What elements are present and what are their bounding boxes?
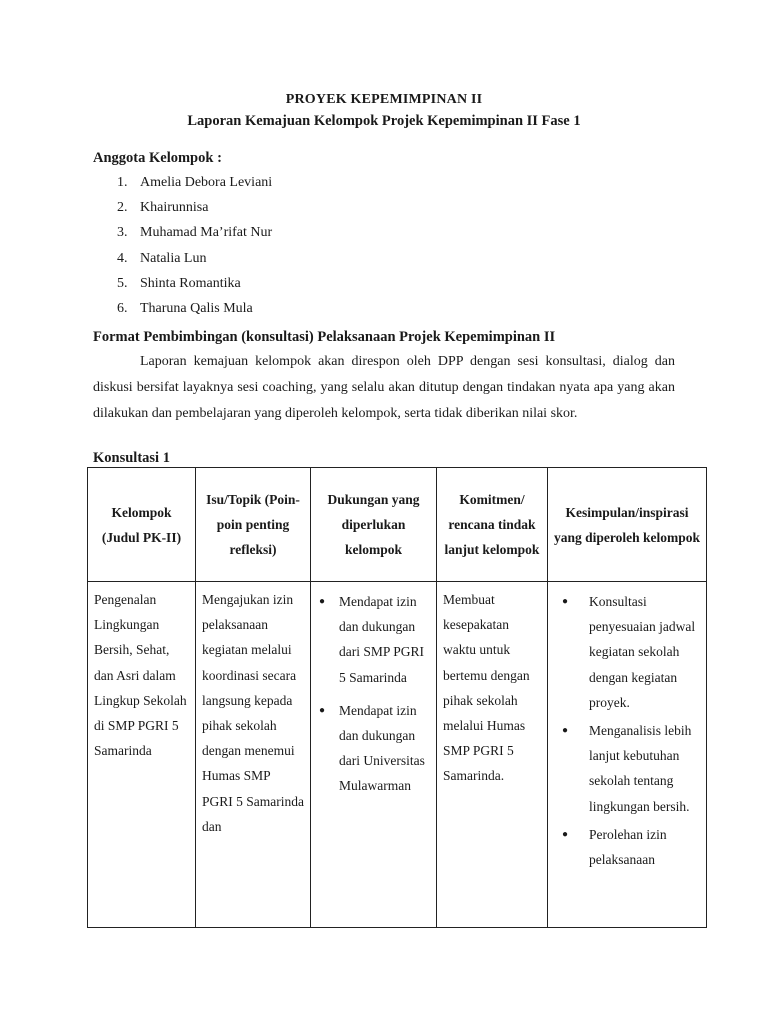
list-item — [117, 224, 272, 249]
members-heading: Anggota Kelompok : — [93, 150, 222, 166]
member-name: Tharuna Qalis Mula — [140, 300, 253, 316]
member-name: Muhamad Ma’rifat Nur — [140, 225, 273, 241]
list-item — [117, 250, 272, 275]
cell-dukungan — [311, 582, 437, 928]
cell-kelompok: Pengenalan Lingkungan Bersih, Sehat, dan Asri dalam Lingkup Sekolah di SMP PGRI 5 Samarinda — [88, 582, 196, 928]
header-isu-topik: Isu/Topik (Poin-poin penting refleksi) — [196, 468, 311, 582]
list-item — [117, 174, 272, 199]
list-item — [117, 275, 272, 300]
header-kesimpulan: Kesimpulan/inspirasi yang diperoleh kelompok — [548, 468, 707, 582]
header-komitmen: Komitmen/ rencana tindak lanjut kelompok — [437, 468, 548, 582]
document-subtitle: Laporan Kemajuan Kelompok Projek Kepemimpinan II Fase 1 — [187, 113, 581, 129]
list-item: ● Konsultasi penyesuaian jadwal kegiatan sekolah dengan kegiatan proyek. — [554, 589, 700, 715]
list-number: 6. — [117, 300, 128, 316]
format-heading: Format Pembimbingan (konsultasi) Pelaksanaan Projek Kepemimpinan II — [93, 329, 556, 345]
konsultasi-table — [87, 467, 707, 928]
list-number: 2. — [117, 200, 128, 216]
format-paragraph-block — [93, 349, 675, 427]
list-item: ● Menganalisis lebih lanjut kebutuhan sekolah tentang lingkungan bersih. — [554, 718, 700, 819]
table-row — [88, 582, 707, 928]
format-paragraph: Laporan kemajuan kelompok akan direspon oleh DPP dengan sesi konsultasi, dialog dan diskusi bersifat layaknya sesi coaching, yang selalu akan ditutup dengan tindakan nyata apa yang akan dilakukan dan pembelajaran yang diperoleh kelompok, serta tidak diberikan nilai skor. — [93, 354, 675, 421]
header-dukungan: Dukungan yang diperlukan kelompok — [311, 468, 437, 582]
list-number: 5. — [117, 275, 128, 291]
list-number: 3. — [117, 225, 128, 241]
member-name: Shinta Romantika — [140, 275, 241, 291]
list-number: 4. — [117, 250, 128, 266]
cell-isu: Mengajukan izin pelaksanaan kegiatan melalui koordinasi secara langsung kepada pihak sekolah dengan menemui Humas SMP PGRI 5 Samarinda dan — [196, 582, 311, 928]
table-header-row — [88, 468, 707, 582]
list-item — [117, 199, 272, 224]
header-kelompok: Kelompok (Judul PK-II) — [88, 468, 196, 582]
list-item — [117, 300, 272, 325]
kesimpulan-list — [554, 589, 700, 872]
list-item: ● Mendapat izin dan dukungan dari Universitas Mulawarman — [317, 698, 430, 799]
cell-komitmen: Membuat kesepakatan waktu untuk bertemu dengan pihak sekolah melalui Humas SMP PGRI 5 Samarinda. — [437, 582, 548, 928]
list-item: ● Mendapat izin dan dukungan dari SMP PGRI 5 Samarinda — [317, 589, 430, 690]
document-title: PROYEK KEPEMIMPINAN II — [285, 92, 483, 107]
konsultasi-heading: Konsultasi 1 — [93, 450, 170, 466]
list-item: ● Perolehan izin pelaksanaan — [554, 822, 700, 872]
member-name: Natalia Lun — [140, 250, 207, 266]
cell-kesimpulan — [548, 582, 707, 928]
dukungan-list — [317, 589, 430, 799]
member-name: Khairunnisa — [140, 200, 209, 216]
members-list — [117, 174, 272, 325]
member-name: Amelia Debora Leviani — [140, 175, 273, 190]
list-number: 1. — [117, 175, 128, 190]
